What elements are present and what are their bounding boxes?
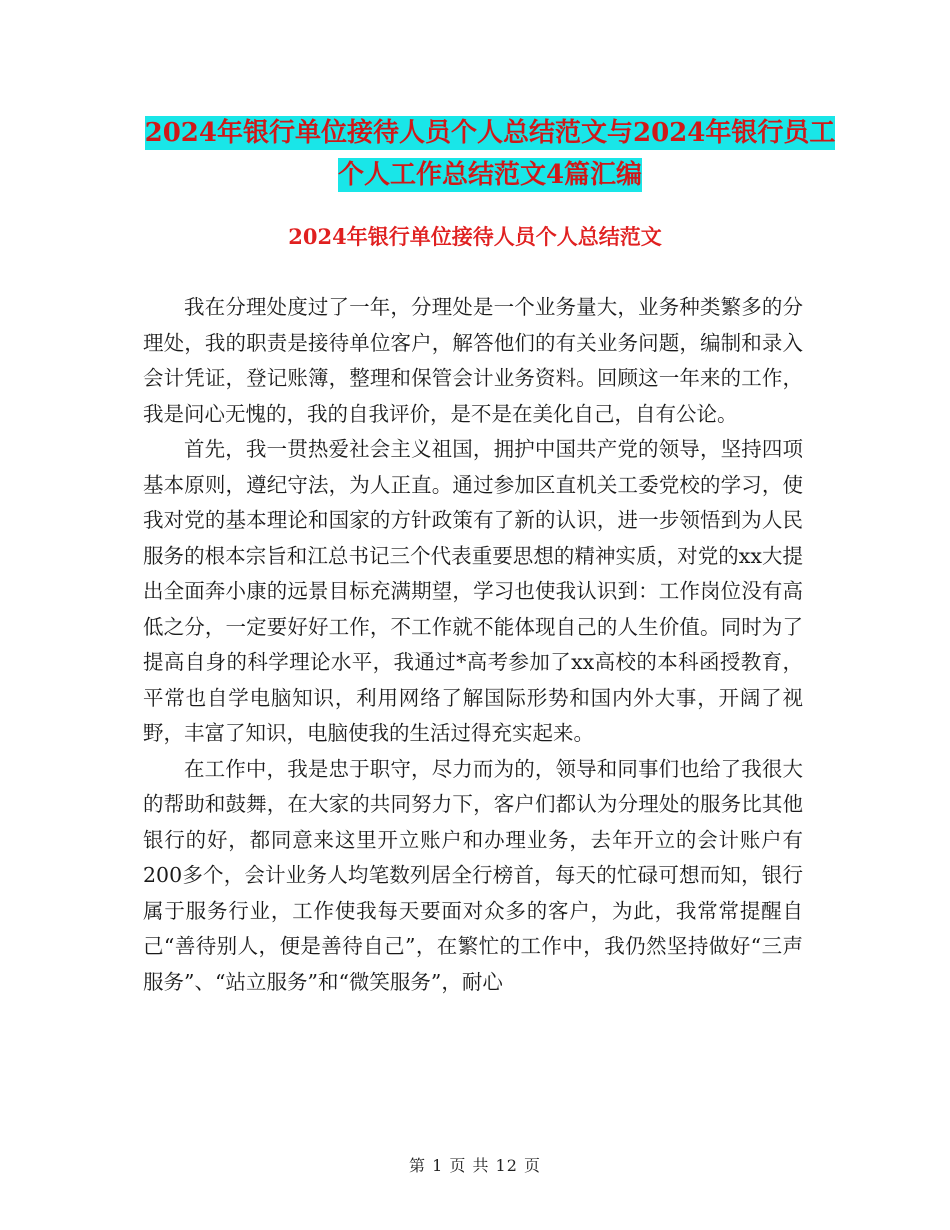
section-title: 2024年银行单位接待人员个人总结范文: [288, 224, 662, 249]
paragraph-2: 首先，我一贯热爱社会主义祖国，拥护中国共产党的领导，坚持四项基本原则，遵纪守法，为人正直。通过参加区直机关工委党校的学习，使我对党的基本理论和国家的方针政策有了新的认识，进一步领悟到为人民服务的根本宗旨和江总书记三个代表重要思想的精神实质，对党的xx大提出全面奔小康的远景目标充满期望，学习也使我认识到：工作岗位没有高低之分，一定要好好工作，不工作就不能体现自己的人生价值。同时为了提高自身的科学理论水平，我通过*高考参加了xx高校的本科函授教育，平常也自学电脑知识，利用网络了解国际形势和国内外大事，开阔了视野，丰富了知识，电脑使我的生活过得充实起来。: [143, 437, 803, 745]
document-title: [140, 112, 840, 196]
document-body: [143, 290, 803, 1000]
paragraph-1: 我在分理处度过了一年，分理处是一个业务量大，业务种类繁多的分理处，我的职责是接待单位客户，解答他们的有关业务问题，编制和录入会计凭证，登记账簿，整理和保管会计业务资料。回顾这一年来的工作，我是问心无愧的，我的自我评价，是不是在美化自己，自有公论。: [143, 295, 803, 426]
document-title-text: 2024年银行单位接待人员个人总结范文与2024年银行员工个人工作总结范文4篇汇编: [144, 118, 836, 190]
paragraph-3: 在工作中，我是忠于职守，尽力而为的，领导和同事们也给了我很大的帮助和鼓舞，在大家的共同努力下，客户们都认为分理处的服务比其他银行的好，都同意来这里开立账户和办理业务，去年开立的会计账户有200多个，会计业务人均笔数列居全行榜首，每天的忙碌可想而知，银行属于服务行业，工作使我每天要面对众多的客户，为此，我常常提醒自己“善待别人，便是善待自己”，在繁忙的工作中，我仍然坚持做好“三声服务”、“站立服务”和“微笑服务”，耐心: [143, 756, 803, 994]
page-footer: 第 1 页 共 12 页: [409, 1156, 541, 1175]
